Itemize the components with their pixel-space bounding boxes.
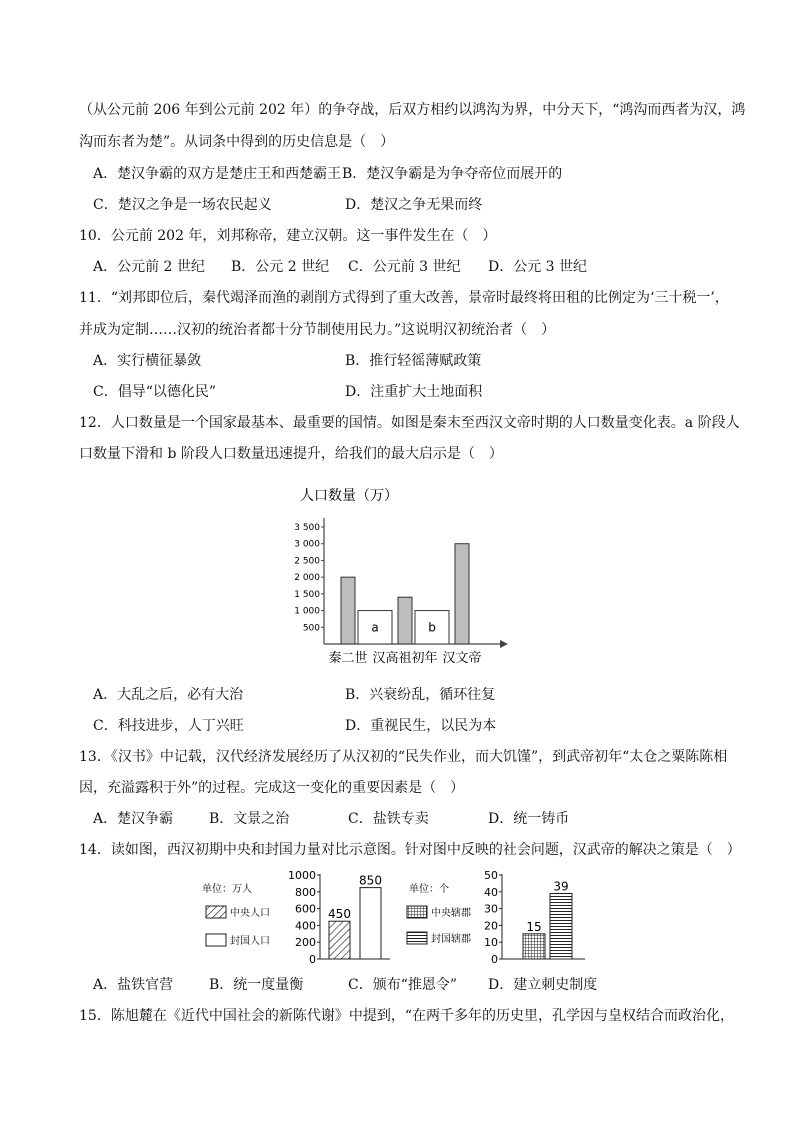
q9-stem-line2: 沟而东者为楚”。从词条中得到的历史信息是（ ） [79,134,395,150]
chart2-ytick-label: 0 [309,953,316,966]
chart3-ytick-label: 30 [484,902,498,916]
chart2-ytick-label: 1000 [288,869,316,882]
q13-stem-line2: 因，充溢露积于外”的过程。完成这一变化的重要因素是（ ） [79,780,465,796]
chart3-value-label: 39 [553,879,569,894]
chart3-ytick-label: 10 [484,936,498,950]
chart2-legend-central-swatch [206,906,226,918]
chart2-bar [329,921,350,959]
chart1-bar-label: b [428,620,436,635]
chart3-unit-label: 单位：个 [409,884,449,895]
chart1-ytick-label: 500 [302,623,320,634]
q9-option-c[interactable]: C．楚汉之争是一场农民起义 [93,197,272,213]
q9-option-a[interactable]: A．楚汉争霸的双方是楚庄王和西楚霸王 [93,166,342,182]
q10-option-a[interactable]: A．公元前 2 世纪 [93,259,205,275]
q10-option-d[interactable]: D．公元 3 世纪 [488,259,588,275]
chart3-legend-central: 中央辖郡 [431,908,471,919]
q12-option-c[interactable]: C．科技进步，人丁兴旺 [93,718,244,734]
chart2-legend-fief: 封国人口 [230,936,270,947]
chart3-ytick-label: 20 [484,919,498,933]
q14-option-d[interactable]: D．建立刺史制度 [488,977,598,993]
q14-option-a[interactable]: A．盐铁官营 [93,977,174,993]
chart3-legend-fief-swatch [407,932,427,944]
chart2-bar [360,888,381,959]
q13-option-a[interactable]: A．楚汉争霸 [93,811,174,827]
chart2-value-label: 450 [328,907,351,922]
chart3-ytick-label: 50 [484,869,498,882]
commandery-comparison-chart [405,866,605,966]
q11-option-d[interactable]: D．注重扩大土地面积 [345,384,483,400]
chart1-ytick-label: 1 500 [294,589,320,600]
q12-option-b[interactable]: B．兴衰纷乱，循环往复 [345,687,496,703]
chart2-unit-label: 单位：万人 [202,884,252,895]
q9-option-d[interactable]: D．楚汉之争无果而终 [345,197,483,213]
q9-option-b[interactable]: B．楚汉争霸是为争夺帝位而展开的 [342,166,563,182]
chart1-ytick-label: 2 000 [294,573,320,584]
q12-stem-line2: 口数量下滑和 b 阶段人口数量迅速提升，给我们的最大启示是（ ） [79,446,503,462]
q10-stem: 10．公元前 202 年，刘邦称帝，建立汉朝。这一事件发生在（ ） [79,228,497,244]
q13-option-b[interactable]: B．文景之治 [209,811,290,827]
population-comparison-chart [200,866,400,966]
chart1-xlabel-wendi: 汉文帝 [442,651,482,666]
chart1-ytick-label: 3 000 [294,539,320,550]
chart1-bar [341,577,355,644]
chart1-xlabel-qin: 秦二世 [328,651,368,666]
q13-option-c[interactable]: C．盐铁专卖 [348,811,429,827]
chart1-ytick-label: 1 000 [294,606,320,617]
chart1-ytick-label: 2 500 [294,556,320,567]
q15-stem-line1: 15．陈旭麓在《近代中国社会的新陈代谢》中提到，“在两千多年的历史里，孔学因与皇权结合而政治化， [79,1008,734,1024]
q10-option-c[interactable]: C．公元前 3 世纪 [348,259,461,275]
chart2-ytick-label: 400 [295,919,316,933]
chart3-legend-fief: 封国辖郡 [431,934,471,945]
chart3-ytick-label: 0 [491,953,498,966]
chart3-bar [523,934,545,959]
chart1-xlabel-gaozu: 汉高祖初年 [372,651,438,666]
q12-option-a[interactable]: A．大乱之后，必有大治 [93,687,244,703]
chart2-ytick-label: 800 [295,885,316,899]
chart3-legend-central-swatch [407,906,427,918]
population-bar-chart [290,482,520,667]
q14-option-c[interactable]: C．颁布“推恩令” [348,977,458,993]
chart1-x-axis-arrow [500,640,508,648]
q10-option-b[interactable]: B．公元 2 世纪 [231,259,330,275]
q13-option-d[interactable]: D．统一铸币 [488,811,570,827]
q11-option-a[interactable]: A．实行横征暴敛 [93,353,202,369]
chart2-legend-fief-swatch [206,934,226,946]
chart1-bar-label: a [371,620,379,635]
q11-option-b[interactable]: B．推行轻徭薄赋政策 [345,353,482,369]
q14-option-b[interactable]: B．统一度量衡 [209,977,304,993]
chart2-ytick-label: 600 [295,902,316,916]
chart3-bar [550,893,572,959]
chart1-bar [398,597,412,644]
q13-stem-line1: 13．《汉书》中记载，汉代经济发展经历了从汉初的“民失作业，而大饥馑”，到武帝初年“太仓之粟陈陈相 [79,749,728,765]
chart1-ylabel: 人口数量（万） [300,488,398,504]
chart1-ytick-label: 3 500 [294,523,320,533]
chart2-legend-central: 中央人口 [230,908,270,919]
q14-stem: 14．读如图，西汉初期中央和封国力量对比示意图。针对图中反映的社会问题，汉武帝的解决之策是（ ） [79,842,741,858]
chart3-value-label: 15 [526,919,542,934]
chart3-ytick-label: 40 [484,885,498,899]
q12-option-d[interactable]: D．重视民生，以民为本 [345,718,497,734]
chart2-value-label: 850 [359,873,382,888]
q9-stem-line1: （从公元前 206 年到公元前 202 年）的争夺战，后双方相约以鸿沟为界，中分天下，“鸿沟而西者为汉，鸿 [79,102,746,118]
q11-stem-line1: 11．“刘邦即位后，秦代竭泽而渔的剥削方式得到了重大改善，景帝时最终将田租的比例定为‘三十税一’， [79,290,729,306]
q12-stem-line1: 12．人口数量是一个国家最基本、最重要的国情。如图是秦末至西汉文帝时期的人口数量变化表。a 阶段人 [79,415,740,431]
chart2-ytick-label: 200 [295,936,316,950]
q11-option-c[interactable]: C．倡导“以德化民” [93,384,217,400]
chart1-bar [455,544,469,644]
q11-stem-line2: 并成为定制……汉初的统治者都十分节制使用民力。”这说明汉初统治者（ ） [79,322,556,338]
